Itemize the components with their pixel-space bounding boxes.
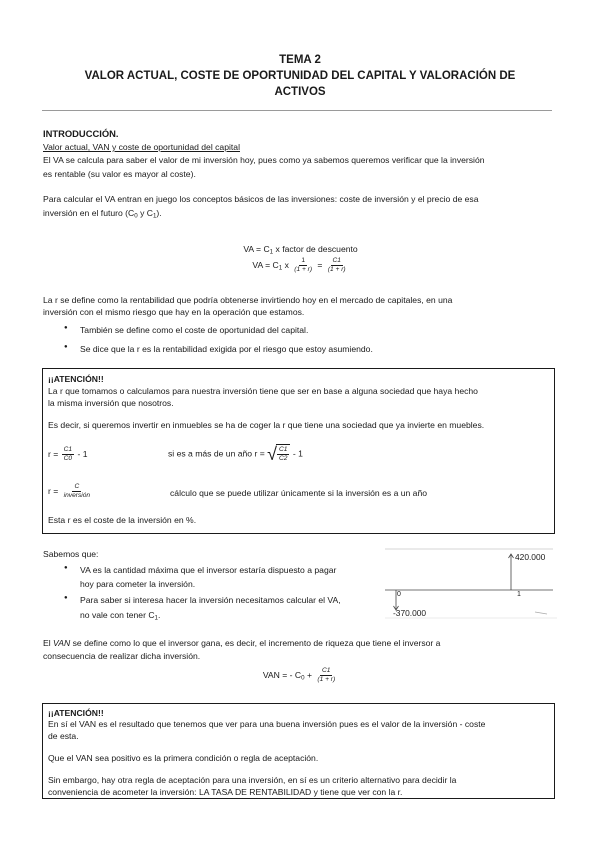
formula-van: VAN = - $C_0$ + $\frac{C1}{(1 + r)}$: [262, 667, 336, 683]
bullet-calcular-va: ● Para saber si interesa hacer la inversión necesitamos calcular el VA, no vale con tener $C_1$.: [80, 594, 380, 624]
formula-r-multiyear: si es a más de un año r = √ $\frac{C1}{C2}$ - 1: [168, 443, 303, 464]
outflow-value: -370.000: [393, 608, 427, 618]
inflow-value: 420.000: [515, 552, 546, 562]
attention-2-text: En sí el VAN es el resultado que tenemos que ver para una buena inversión pues es el valor de la inversión - coste de esta.: [48, 719, 486, 742]
formula-r-1: r = $\frac{C1}{C0}$ - 1: [48, 446, 88, 462]
intro-heading: INTRODUCCIÓN.: [43, 128, 119, 139]
document-title: [40, 52, 560, 100]
attention-title-1: ¡¡ATENCIÓN!!: [48, 374, 104, 384]
attention-1-example: Es decir, si queremos invertir en inmuebles se ha de coger la r que tiene una sociedad que ya invierte en muebles.: [48, 420, 485, 430]
attention-2-rule: Que el VAN sea positivo es la primera condición o regla de aceptación.: [48, 753, 319, 763]
intro-paragraph-1: El VA se calcula para saber el valor de mi inversión hoy, pues como ya sabemos queremos verificar que la inversión es rentable (su valor es mayor al coste).: [43, 155, 485, 180]
formula-r-2-note: cálculo que se puede utilizar únicamente si la inversión es a un año: [170, 488, 428, 498]
attention-title-2: ¡¡ATENCIÓN!!: [48, 708, 104, 718]
tema-label: TEMA 2: [279, 54, 321, 66]
intro-paragraph-3: La r se define como la rentabilidad que podría obtenerse invirtiendo hoy en el mercado de capitales, en una inversión con el mismo riesgo que hay en la operación que estamos.: [43, 295, 453, 318]
title-line-1: VALOR ACTUAL, COSTE DE OPORTUNIDAD DEL CAPITAL Y VALORACIÓN DE: [84, 70, 516, 82]
van-definition: El VAN se define como lo que el inversor gana, es decir, el incremento de riqueza que tiene el inversor a consecuencia de realizar dicha inversión.: [43, 638, 441, 662]
attention-1-text: La r que tomamos o calculamos para nuestra inversión tiene que ser en base a alguna sociedad que haya hecho la misma inversión que nosotros.: [48, 386, 478, 409]
title-divider: [42, 110, 552, 111]
period-0-label: 0: [397, 591, 401, 598]
formula-va-1: VA = $C_1$ x factor de descuento: [243, 244, 358, 256]
sabemos-intro: Sabemos que:: [43, 549, 99, 559]
attention-1-last: Esta r es el coste de la inversión en %.: [48, 515, 197, 525]
bullet-rentabilidad-exigida: ● Se dice que la r es la rentabilidad exigida por el riesgo que estoy asumiendo.: [80, 343, 550, 355]
period-1-label: 1: [517, 591, 521, 598]
intro-subheading: Valor actual, VAN y coste de oportunidad del capital: [43, 142, 240, 152]
intro-paragraph-2: Para calcular el VA entran en juego los conceptos básicos de las inversiones: coste de inversión y el precio de esa inversión en el futuro ($C_0$ y $C_1$).: [43, 194, 479, 220]
formula-va-2: VA = $C_1$ x $\frac{1}{(1 + r)}$ = $\frac{C1}{(1 + r)}$: [252, 257, 346, 273]
diagram-mark: [535, 612, 547, 614]
title-line-2: ACTIVOS: [274, 86, 326, 98]
formula-r-2: r = $\frac{C}{\text{inversión}}$: [48, 483, 91, 499]
bullet-coste-oportunidad: ● También se define como el coste de oportunidad del capital.: [80, 324, 550, 336]
bullet-va-maximo: ● VA es la cantidad máxima que el inversor estaría dispuesto a pagar hoy para cometer la inversión.: [80, 564, 380, 591]
attention-2-alternative: Sin embargo, hay otra regla de aceptación para una inversión, en sí es un criterio alternativo para decidir la conveniencia de acometer la inversión: LA TASA DE RENTABILIDAD y tiene que ver con la r.: [48, 775, 457, 798]
